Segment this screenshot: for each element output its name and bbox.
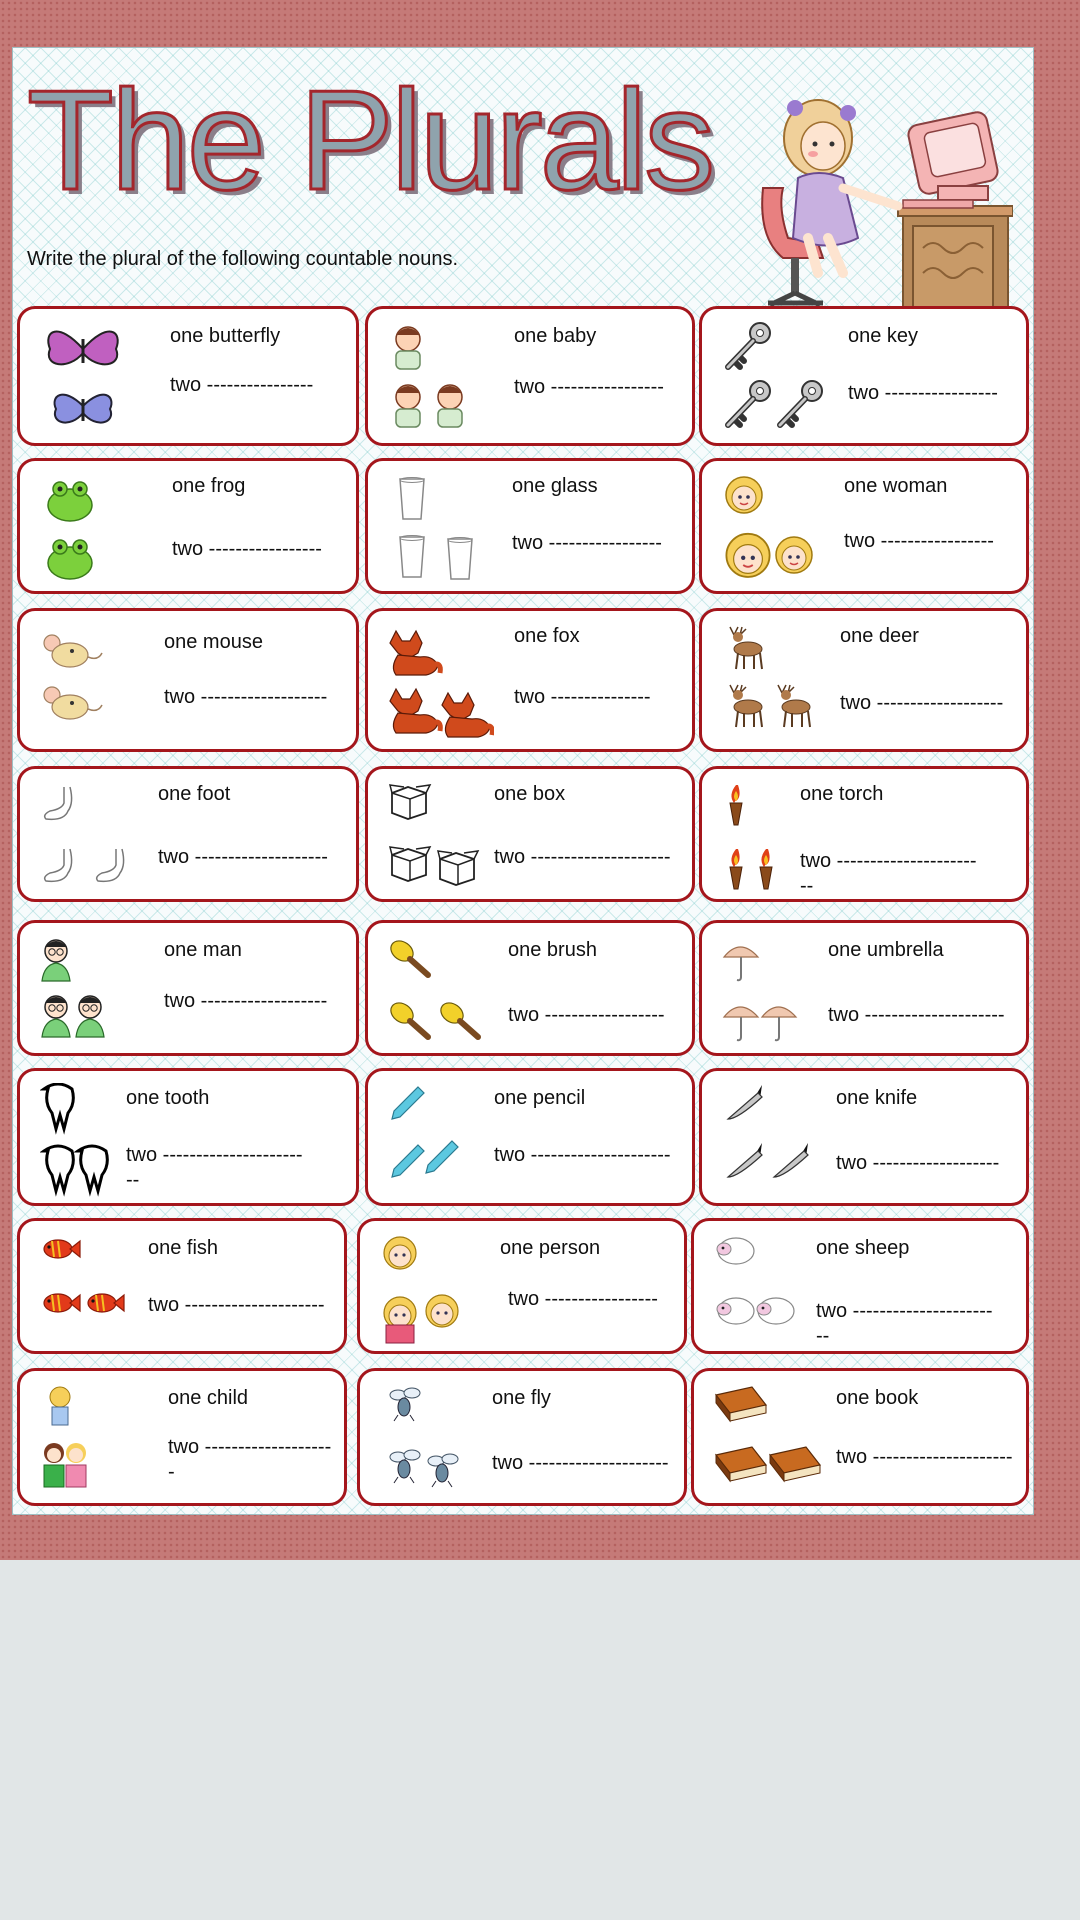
plural-answer-line[interactable]: two --------------------- <box>494 1144 671 1166</box>
plural-answer-line[interactable]: two ----------------------- <box>816 1300 993 1347</box>
plural-answer-line[interactable]: two ------------------- <box>164 990 328 1012</box>
card-deer <box>699 608 1029 752</box>
torch-icon <box>726 783 796 898</box>
deer-icon <box>722 625 832 745</box>
plural-answer-line[interactable]: two --------------------- <box>148 1294 325 1316</box>
fly-icon <box>388 1385 478 1495</box>
plural-answer-line[interactable]: two ----------------- <box>848 382 998 404</box>
singular-label: one book <box>836 1387 919 1409</box>
fox-icon <box>384 625 494 745</box>
card-tooth <box>17 1068 359 1206</box>
frog-icon <box>46 475 106 585</box>
card-man <box>17 920 359 1056</box>
plural-answer-line[interactable]: two --------------------- <box>492 1452 669 1474</box>
card-frog <box>17 458 359 594</box>
singular-label: one person <box>500 1237 601 1259</box>
singular-label: one baby <box>514 325 597 347</box>
card-key <box>699 306 1029 446</box>
box-icon <box>388 783 498 893</box>
singular-label: one sheep <box>816 1237 910 1259</box>
card-glass <box>365 458 695 594</box>
sheep-icon <box>714 1233 814 1343</box>
plural-answer-line[interactable]: two --------------------- <box>494 846 671 868</box>
card-fish <box>17 1218 347 1354</box>
singular-label: one frog <box>172 475 246 497</box>
singular-label: one fish <box>148 1237 219 1259</box>
plural-answer-line[interactable]: two ----------------- <box>172 538 322 560</box>
baby-icon <box>386 321 486 441</box>
card-baby <box>365 306 695 446</box>
butterfly-icon <box>38 321 128 441</box>
card-box <box>365 766 695 902</box>
plural-answer-line[interactable]: two ----------------------- <box>800 850 977 897</box>
card-umbrella <box>699 920 1029 1056</box>
plural-answer-line[interactable]: two -------------------- <box>158 846 328 868</box>
plural-answer-line[interactable]: two ----------------- <box>844 530 994 552</box>
card-knife <box>699 1068 1029 1206</box>
singular-label: one box <box>494 783 566 805</box>
singular-label: one brush <box>508 939 597 961</box>
key-icon <box>720 321 830 441</box>
glass-icon <box>396 477 486 587</box>
plural-answer-line[interactable]: two ----------------- <box>514 376 664 398</box>
plural-answer-line[interactable]: two ------------------- <box>840 692 1004 714</box>
singular-label: one tooth <box>126 1087 210 1109</box>
plural-answer-line[interactable]: two --------------------- <box>836 1446 1013 1468</box>
instruction-text: Write the plural of the following countable nouns. <box>27 248 459 270</box>
card-woman <box>699 458 1029 594</box>
plural-answer-line[interactable]: two ----------------------- <box>126 1144 303 1191</box>
knife-icon <box>722 1083 832 1193</box>
worksheet-title: The Plurals <box>27 61 713 220</box>
plural-answer-line[interactable]: two ------------------- - <box>168 1436 332 1483</box>
plural-answer-line[interactable]: two ----------------- <box>512 532 662 554</box>
worksheet <box>12 47 1034 1515</box>
plural-answer-line[interactable]: two ------------------- <box>836 1152 1000 1174</box>
card-mouse <box>17 608 359 752</box>
singular-label: one torch <box>800 783 884 805</box>
person-icon <box>380 1233 480 1348</box>
card-torch <box>699 766 1029 902</box>
singular-label: one key <box>848 325 919 347</box>
umbrella-icon <box>722 939 822 1049</box>
plural-answer-line[interactable]: two ---------------- <box>170 374 314 396</box>
book-icon <box>714 1383 834 1498</box>
card-sheep <box>691 1218 1029 1354</box>
fish-icon <box>40 1233 140 1343</box>
card-book <box>691 1368 1029 1506</box>
tooth-icon <box>40 1083 120 1203</box>
singular-label: one woman <box>844 475 948 497</box>
woman-icon <box>724 473 824 588</box>
card-person <box>357 1218 687 1354</box>
singular-label: one mouse <box>164 631 263 653</box>
singular-label: one fox <box>514 625 580 647</box>
mouse-icon <box>42 629 112 744</box>
card-fox <box>365 608 695 752</box>
child-icon <box>40 1383 130 1503</box>
singular-label: one child <box>168 1387 249 1409</box>
girl-computer-illustration <box>753 78 1013 328</box>
plural-answer-line[interactable]: two --------------------- <box>828 1004 1005 1026</box>
card-fly <box>357 1368 687 1506</box>
pencil-icon <box>388 1083 478 1193</box>
singular-label: one deer <box>840 625 919 647</box>
plural-answer-line[interactable]: two --------------- <box>514 686 651 708</box>
card-pencil <box>365 1068 695 1206</box>
card-butterfly <box>17 306 359 446</box>
card-foot <box>17 766 359 902</box>
brush-icon <box>388 937 498 1052</box>
card-brush <box>365 920 695 1056</box>
singular-label: one fly <box>492 1387 551 1409</box>
singular-label: one pencil <box>494 1087 586 1109</box>
singular-label: one foot <box>158 783 231 805</box>
singular-label: one glass <box>512 475 598 497</box>
plural-answer-line[interactable]: two ----------------- <box>508 1288 658 1310</box>
singular-label: one man <box>164 939 242 961</box>
plural-answer-line[interactable]: two ------------------ <box>508 1004 665 1026</box>
singular-label: one umbrella <box>828 939 944 961</box>
man-icon <box>40 937 140 1052</box>
card-child <box>17 1368 347 1506</box>
singular-label: one butterfly <box>170 325 281 347</box>
foot-icon <box>40 783 150 893</box>
plural-answer-line[interactable]: two ------------------- <box>164 686 328 708</box>
singular-label: one knife <box>836 1087 918 1109</box>
